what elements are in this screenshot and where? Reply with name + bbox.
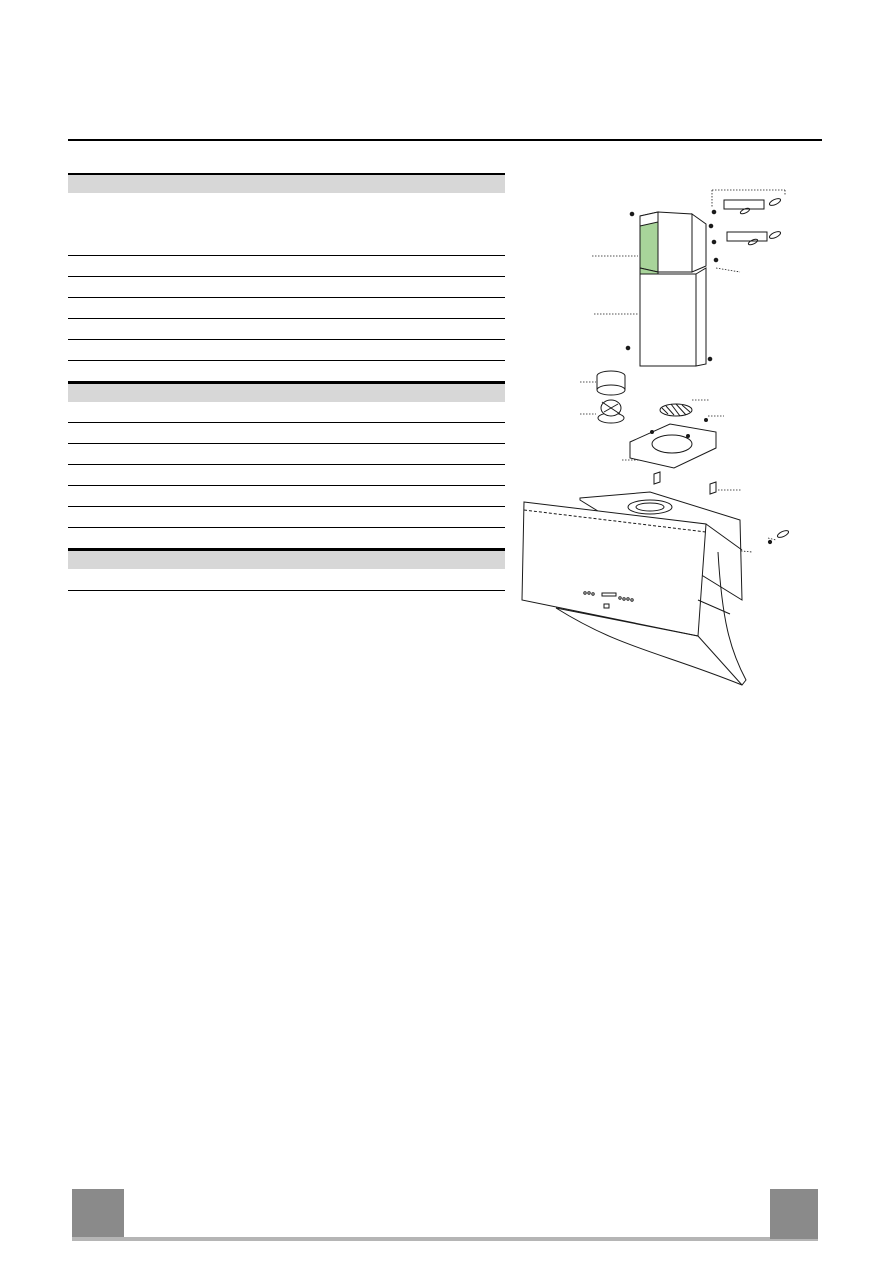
table-row (68, 465, 505, 486)
parts-table (68, 173, 505, 591)
table-row (68, 423, 505, 444)
table-row (68, 444, 505, 465)
page-tab-left (72, 1189, 124, 1239)
table-row (68, 361, 505, 382)
connector-flange-icon (597, 371, 625, 395)
wall-plug-icon (768, 529, 789, 543)
table-row (68, 298, 505, 319)
table-row (68, 340, 505, 361)
table-row (68, 277, 505, 298)
lower-chimney (640, 268, 706, 366)
upper-chimney (640, 212, 706, 272)
page-footer (72, 1189, 818, 1241)
section-header (68, 549, 505, 569)
table-row (68, 402, 505, 423)
mounting-plate (630, 419, 716, 469)
filter-grid-icon (660, 404, 692, 416)
section-header (68, 173, 505, 193)
table-row (68, 486, 505, 507)
top-rule (68, 139, 822, 141)
page-tab-right (770, 1189, 818, 1239)
hood-body (522, 492, 746, 685)
hood-exploded-diagram (510, 180, 830, 700)
table-row (68, 193, 505, 256)
clip-icon (654, 472, 716, 494)
valve-icon (598, 400, 624, 423)
table-row (68, 507, 505, 528)
table-row (68, 569, 505, 591)
table-row (68, 319, 505, 340)
table-row (68, 528, 505, 549)
bracket-icon (724, 200, 767, 241)
section-header (68, 382, 505, 402)
table-row (68, 256, 505, 277)
footer-rule (72, 1237, 818, 1241)
